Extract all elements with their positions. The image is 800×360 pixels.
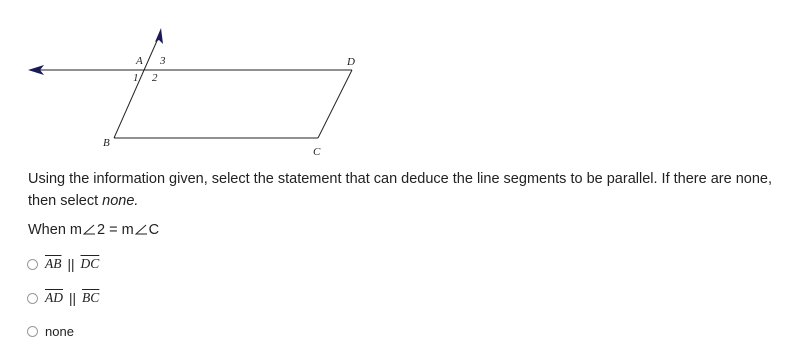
option-seg2: $\overline{DC}$: [80, 256, 100, 271]
label-d: D: [347, 56, 355, 68]
option-seg1: $\overline{AD}$: [45, 290, 63, 305]
condition-left: 2 = m: [97, 222, 134, 238]
label-b: B: [103, 137, 110, 149]
line-dc: [318, 70, 352, 138]
option-none-label: none: [45, 324, 74, 339]
radio-button[interactable]: [27, 259, 38, 270]
option-seg2: $\overline{BC}$: [82, 290, 100, 305]
label-angle-1: 1: [133, 72, 139, 84]
parallel-symbol: ||: [69, 290, 77, 306]
option-seg1: $\overline{AB}$: [45, 256, 62, 271]
label-angle-3: 3: [160, 55, 166, 67]
condition-right: C: [148, 222, 160, 238]
parallel-symbol: ||: [67, 256, 75, 272]
angle-icon: [135, 222, 148, 234]
geometry-figure: [0, 0, 800, 165]
condition: [28, 222, 159, 238]
option-ad-bc[interactable]: [27, 290, 99, 306]
option-none[interactable]: [27, 324, 74, 339]
label-angle-2: 2: [152, 72, 158, 84]
line-ab: [114, 34, 160, 138]
angle-icon: [83, 222, 96, 234]
option-ab-dc[interactable]: [27, 256, 99, 272]
question-text: [28, 168, 788, 212]
question-main: Using the information given, select the statement that can deduce the line segments to be parallel. If there are none, then select: [28, 171, 772, 209]
radio-button[interactable]: [27, 293, 38, 304]
condition-prefix: When m: [28, 222, 82, 238]
radio-button[interactable]: [27, 326, 38, 337]
question-emph: none.: [102, 193, 139, 209]
label-a: A: [136, 55, 143, 67]
label-c: C: [313, 146, 321, 158]
